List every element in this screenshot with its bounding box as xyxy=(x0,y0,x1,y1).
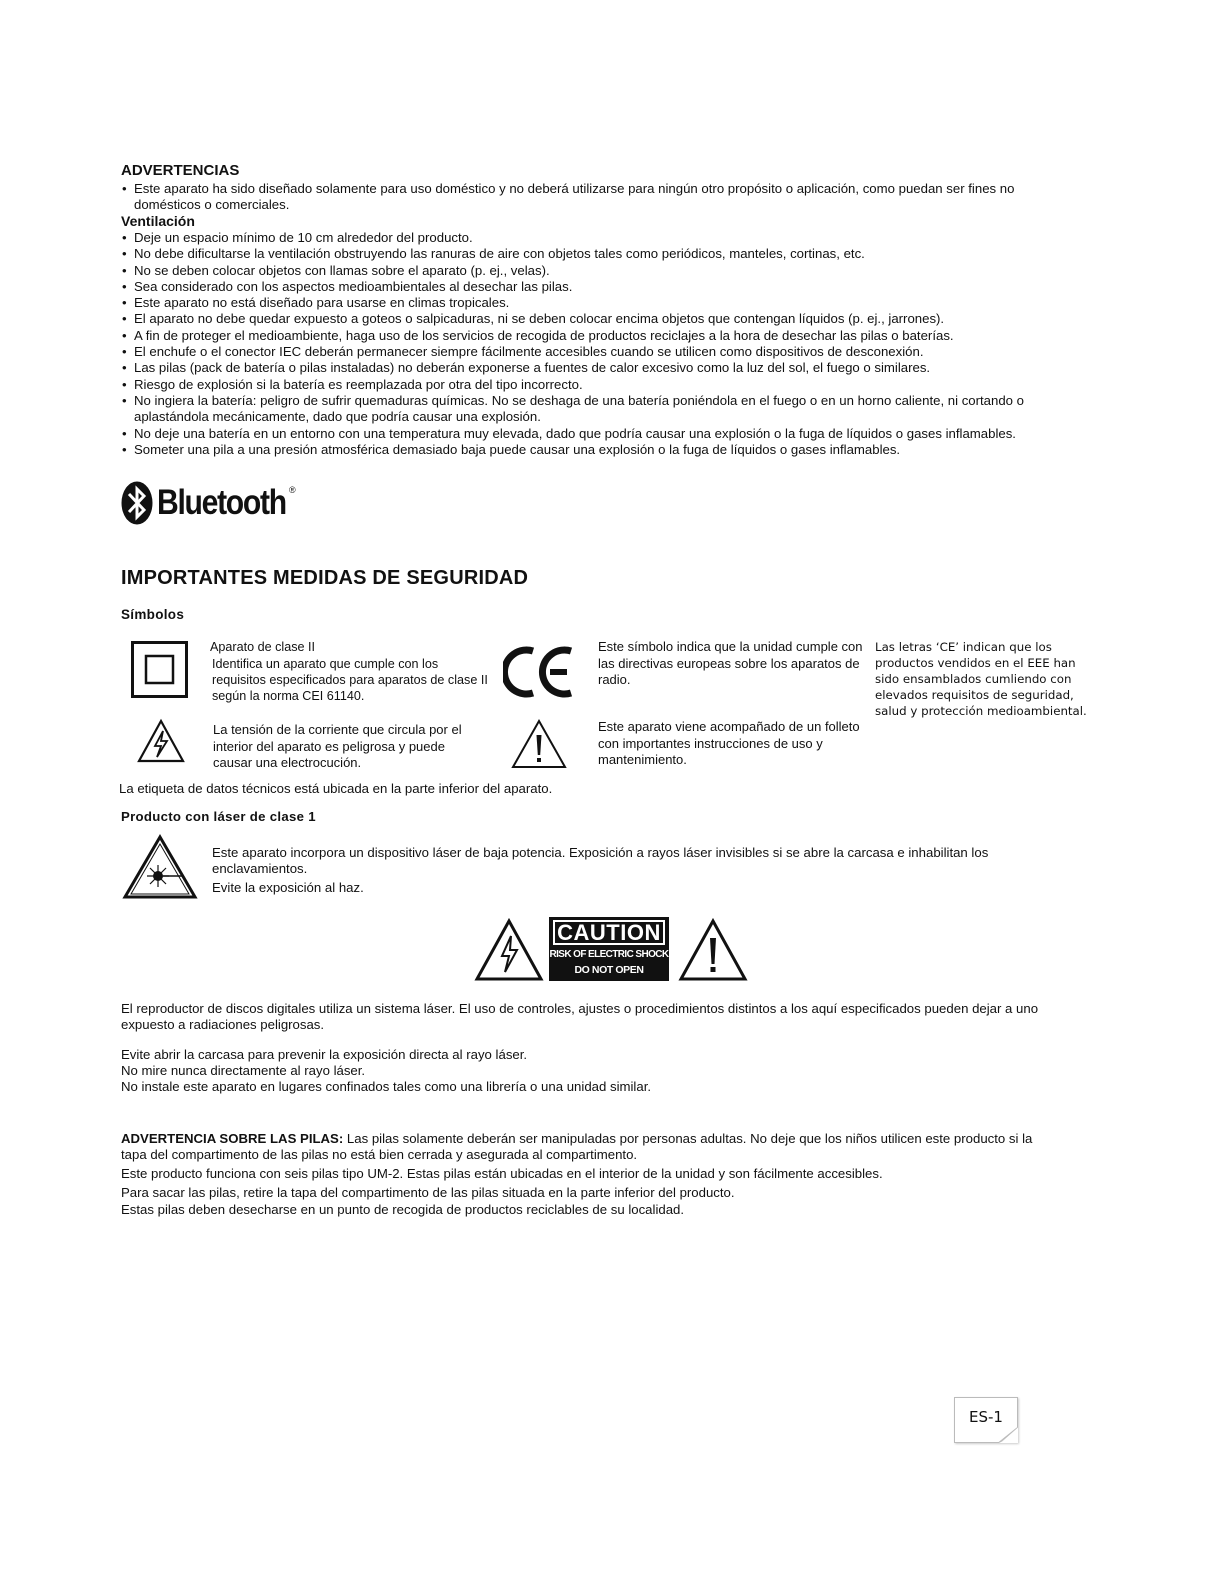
etiqueta-text: La etiqueta de datos técnicos está ubicada en la parte inferior del aparato. xyxy=(119,781,553,796)
list-item: • A fin de proteger el medioambiente, haga uso de los servicios de recogida de productos reciclajes a la hora de desechar las pilas o baterías. xyxy=(121,328,1096,344)
list-item: • Este aparato no está diseñado para usarse en climas tropicales. xyxy=(121,295,1096,311)
page-number-box xyxy=(954,1397,1018,1443)
pilas-text-3: Para sacar las pilas, retire la tapa del compartimento de las pilas situada en la parte inferior del producto. xyxy=(121,1185,735,1200)
list-item: • Deje un espacio mínimo de 10 cm alrededor del producto. xyxy=(121,230,1096,246)
laser-text-2: Evite la exposición al haz. xyxy=(212,880,364,895)
list-item: • Someter una pila a una presión atmosférica demasiado baja puede causar una explosión o la fuga de líquidos o gases inflamables. xyxy=(121,442,1096,458)
laser-text: Este aparato incorpora un dispositivo láser de baja potencia. Exposición a rayos láser invisibles si se abre la carcasa e inhabilitan los enclavamientos. xyxy=(212,845,989,877)
ce-letters-text: Las letras ‘CE’ indican que los productos vendidos en el EEE han sido ensamblados cumliendo con elevados requisitos de seguridad, salud y protección medioambiental. xyxy=(875,640,1087,718)
ce-mark-icon xyxy=(503,645,575,699)
laser-warning-icon xyxy=(122,834,198,900)
list-item: • Riesgo de explosión si la batería es reemplazada por otra del tipo incorrecto. xyxy=(121,377,1096,393)
electric-shock-warning-icon xyxy=(136,718,186,764)
advertencias-intro-list xyxy=(121,181,1051,214)
ventilacion-list xyxy=(121,230,1096,458)
class-ii-text: Identifica un aparato que cumple con los requisitos especificados para aparatos de clase II según la norma CEI 61140. xyxy=(212,657,488,704)
class-ii-icon xyxy=(131,641,188,698)
registered-mark: ® xyxy=(289,485,296,495)
page-number: ES-1 xyxy=(969,1408,1003,1426)
class-ii-title: Aparato de clase II xyxy=(210,640,316,654)
seguridad-title: IMPORTANTES MEDIDAS DE SEGURIDAD xyxy=(121,567,529,589)
evite-line-2: No mire nunca directamente al rayo láser. xyxy=(121,1063,366,1078)
tension-text: La tensión de la corriente que circula por el interior del aparato es peligrosa y puede causar una electrocución. xyxy=(213,722,462,770)
list-item: • Este aparato ha sido diseñado solamente para uso doméstico y no deberá utilizarse para ningún otro propósito o aplicación, como puedan ser fines no domésticos o comerciales. xyxy=(121,181,1051,214)
laser-title: Producto con láser de clase 1 xyxy=(121,809,316,824)
electric-shock-warning-icon xyxy=(474,918,544,982)
list-item: • No debe dificultarse la ventilación obstruyendo las ranuras de aire con objetos tales como periódicos, manteles, cortinas, etc. xyxy=(121,246,1096,262)
caution-exclamation-icon xyxy=(678,918,748,982)
folleto-text: Este aparato viene acompañado de un folleto con importantes instrucciones de uso y mantenimiento. xyxy=(598,719,860,768)
list-item: • No ingiera la batería: peligro de sufrir quemaduras químicas. No se deshaga de una batería poniéndola en el fuego o en un horno caliente, ni cortando o aplastándola mecánicamente, dado que podría causar una explosión. xyxy=(121,393,1096,426)
list-item: • Sea considerado con los aspectos medioambientales al desechar las pilas. xyxy=(121,279,1096,295)
simbolos-title: Símbolos xyxy=(121,607,185,622)
pilas-text-4: Estas pilas deben desecharse en un punto de recogida de productos reciclables de su localidad. xyxy=(121,1202,685,1217)
list-item: • El aparato no debe quedar expuesto a goteos o salpicaduras, ni se deben colocar encima objetos que contengan líquidos (p. ej., jarrones). xyxy=(121,311,1096,327)
pilas-warning xyxy=(121,1131,1041,1164)
bluetooth-wordmark: Bluetooth xyxy=(157,483,286,522)
pilas-text-1: Las pilas solamente deberán ser manipuladas por personas adultas. No deje que los niños utilicen este producto si la tapa del compartimento de las pilas no está bien cerrada y asegurada al compartimento. xyxy=(121,1131,1033,1163)
caution-line-1: RISK OF ELECTRIC SHOCK xyxy=(549,949,669,960)
pilas-label: ADVERTENCIA SOBRE LAS PILAS: xyxy=(121,1131,344,1146)
bluetooth-logo xyxy=(121,481,321,526)
page-curl-icon xyxy=(998,1427,1018,1443)
evite-line-3: No instale este aparato en lugares confinados tales como una librería o una unidad similar. xyxy=(121,1079,652,1094)
list-item: • No se deben colocar objetos con llamas sobre el aparato (p. ej., velas). xyxy=(121,263,1096,279)
advertencias-title: ADVERTENCIAS xyxy=(121,162,240,179)
list-item: • El enchufe o el conector IEC deberán permanecer siempre fácilmente accesibles cuando se utilicen como dispositivos de desconexión. xyxy=(121,344,1096,360)
evite-line-1: Evite abrir la carcasa para prevenir la exposición directa al rayo láser. xyxy=(121,1047,528,1062)
caution-exclamation-icon xyxy=(510,718,568,770)
ventilacion-title: Ventilación xyxy=(121,213,195,229)
list-item: • No deje una batería en un entorno con una temperatura muy elevada, dado que podría causar una explosión o la fuga de líquidos o gases inflamables. xyxy=(121,426,1096,442)
bluetooth-icon xyxy=(121,481,153,525)
pilas-text-2: Este producto funciona con seis pilas tipo UM-2. Estas pilas están ubicadas en el interior de la unidad y son fácilmente accesibles. xyxy=(121,1166,883,1181)
caution-line-2: DO NOT OPEN xyxy=(574,964,644,976)
caution-word: CAUTION xyxy=(553,920,665,945)
list-item: • Las pilas (pack de batería o pilas instaladas) no deberán exponerse a fuentes de calor excesivo como la luz del sol, el fuego o similares. xyxy=(121,360,1096,376)
reproductor-text: El reproductor de discos digitales utiliza un sistema láser. El uso de controles, ajustes o procedimientos distintos a los aquí especificados pueden dejar a uno expuesto a radiaciones peligrosas. xyxy=(121,1001,1039,1033)
caution-label xyxy=(549,917,669,981)
ce-text: Este símbolo indica que la unidad cumple con las directivas europeas sobre los aparatos de radio. xyxy=(598,639,863,688)
